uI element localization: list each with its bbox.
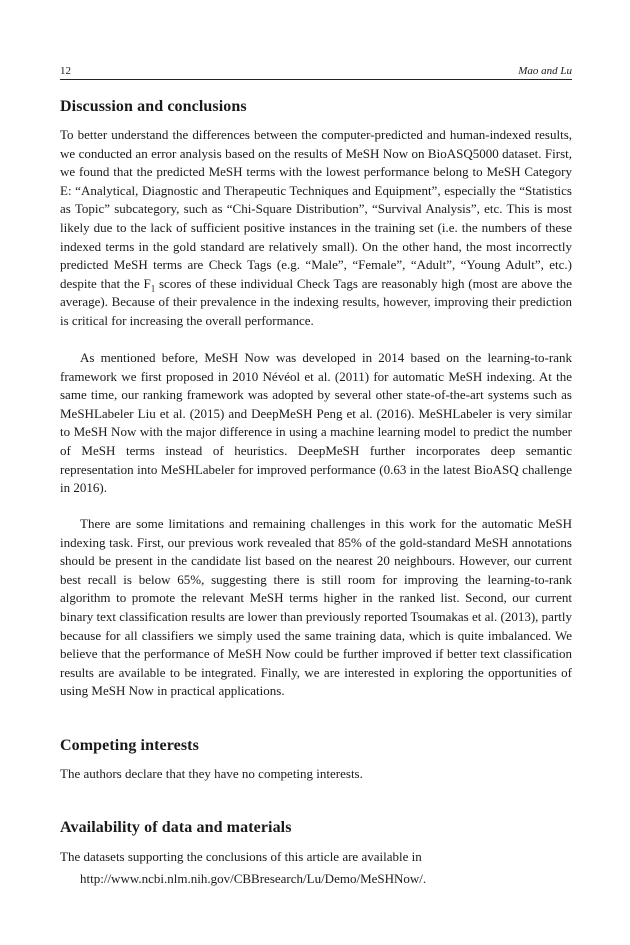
discussion-paragraph-1-part-b: scores of these individual Check Tags are reasonably high (most are above the average). Because of their prevalence in the indexing results, however, improving their prediction is critical for increasing the overall performance. <box>60 275 572 328</box>
section-title-availability: Availability of data and materials <box>60 819 292 836</box>
discussion-paragraph-3: There are some limitations and remaining challenges in this work for the automatic MeSH indexing task. First, our previous work revealed that 85% of the gold-standard MeSH annotations should be present in the candidate list based on the nearest 20 neighbours. However, our current best recall is below 65%, suggesting there is still room for improving the learning-to-rank algorithm to promote the relevant MeSH terms higher in the ranked list. Second, our current binary text classification results are lower than previously reported Tsoumakas et al. (2013), partly because for all classifiers we simply used the same training data, which is quite imbalanced. We believe that the performance of MeSH Now could be further improved if better text classification results are available to be integrated. Finally, we are interested in exploring the opportunities of using MeSH Now in practical applications. <box>60 516 572 699</box>
header-rule <box>60 79 572 80</box>
availability-text: The datasets supporting the conclusions of this article are available in <box>60 849 422 864</box>
discussion-paragraph-1 <box>60 126 572 331</box>
section-title-competing-interests: Competing interests <box>60 737 199 754</box>
competing-interests-text: The authors declare that they have no competing interests. <box>60 766 363 781</box>
discussion-paragraph-1-part-a: To better understand the differences between the computer-predicted and human-indexed results, we conducted an error analysis based on the results of MeSH Now on BioASQ5000 dataset. First, we found that the predicted MeSH terms with the lowest performance belong to MeSH Category E: “Analytical, Diagnostic and Therapeutic Techniques and Equipment”, especially the “Statistics as Topic” subcategory, such as “Chi-Square Distribution”, “Survival Analysis”, etc. This is most likely due to the lack of sufficient positive instances in the training set (i.e. the numbers of these indexed terms in the gold standard are relatively small). On the other hand, the most incorrectly predicted MeSH terms are Check Tags (e.g. “Male”, “Female”, “Adult”, “Young Adult”, etc.) despite that the F <box>60 127 572 291</box>
f1-subscript: 1 <box>150 283 156 294</box>
discussion-paragraph-2: As mentioned before, MeSH Now was developed in 2014 based on the learning-to-rank framework we first proposed in 2010 Névéol et al. (2011) for automatic MeSH indexing. At the same time, our ranking framework was adopted by several other state-of-the-art systems such as MeSHLabeler Liu et al. (2015) and DeepMeSH Peng et al. (2016). MeSHLabeler is very similar to MeSH Now with the major difference in using a machine learning model to predict the number of MeSH terms instead of heuristics. DeepMeSH further incorporates deep semantic representation into MeSHLabeler for improved performance (0.63 in the latest BioASQ challenge in 2016). <box>60 350 572 496</box>
section-title-discussion: Discussion and conclusions <box>60 98 247 115</box>
running-head-authors: Mao and Lu <box>518 65 572 77</box>
availability-url[interactable]: http://www.ncbi.nlm.nih.gov/CBBresearch/Lu/Demo/MeSHNow/. <box>80 871 427 886</box>
page-number: 12 <box>60 65 71 77</box>
